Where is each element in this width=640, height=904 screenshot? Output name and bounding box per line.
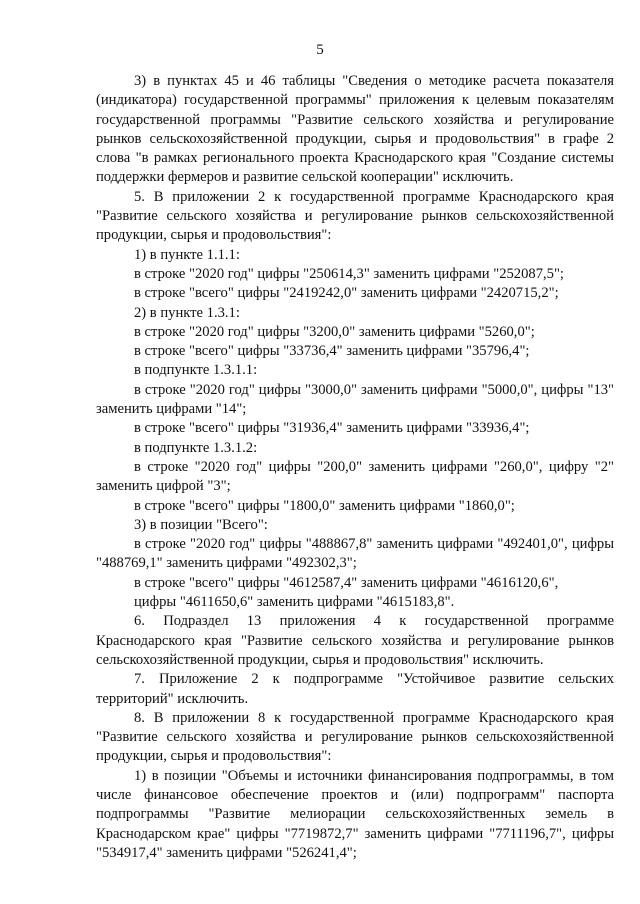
page-number: 5 [316,42,324,58]
paragraph: в строке "всего" цифры "31936,4" заменить цифрами "33936,4"; [134,420,530,437]
paragraph: в строке "2020 год" цифры "3200,0" заменить цифрами "5260,0"; [134,323,535,340]
paragraph: в строке "2020 год" цифры "3000,0" заменить цифрами "5000,0", цифры "13" заменить цифрами "14"; [96,381,614,418]
paragraph: цифры "4611650,6" заменить цифрами "4615183,8". [134,594,455,611]
paragraph: 8. В приложении 8 к государственной программе Краснодарского края "Развитие сельского хозяйства и регулирование рынков сельскохозяйственной продукции, сырья и продовольствия": [96,709,614,765]
document-body [96,72,614,863]
paragraph: в строке "2020 год" цифры "200,0" заменить цифрами "260,0", цифру "2" заменить цифрой "3"; [96,458,614,495]
paragraph: в строке "2020 год" цифры "250614,3" заменить цифрами "252087,5"; [134,265,564,282]
paragraph: 5. В приложении 2 к государственной программе Краснодарского края "Развитие сельского хозяйства и регулирование рынков сельскохозяйственной продукции, сырья и продовольствия": [96,188,614,244]
paragraph: в строке "всего" цифры "33736,4" заменить цифрами "35796,4"; [134,343,530,360]
paragraph: в строке "всего" цифры "2419242,0" заменить цифрами "2420715,2"; [134,285,559,302]
paragraph: 7. Приложение 2 к подпрограмме "Устойчивое развитие сельских территорий" исключить. [96,671,614,707]
paragraph: в подпункте 1.3.1.2: [134,439,258,456]
paragraph: в строке "всего" цифры "1800,0" заменить цифрами "1860,0"; [134,497,515,514]
paragraph: 1) в позиции "Объемы и источники финансирования подпрограммы, в том числе финансовое обеспечение проектов и (или) подпрограмм" паспорта подпрограммы "Развитие мелиорации сельскохозяйственных земель в Краснодарском крае" цифры "7719872,7" заменить цифрами "7711196,7", цифры "534917,4" заменить цифрами "526241,4"; [96,767,614,861]
paragraph: в подпункте 1.3.1.1: [134,362,258,379]
paragraph: в строке "2020 год" цифры "488867,8" заменить цифрами "492401,0", цифры "488769,1" заменить цифрами "492302,3"; [96,536,614,572]
paragraph: 1) в пункте 1.1.1: [134,246,240,263]
paragraph: 3) в пунктах 45 и 46 таблицы "Сведения о методике расчета показателя (индикатора) государственной программы" приложения к целевым показателям государственной программы "Развитие сельского хозяйства и регулирование рынков сельскохозяйственной продукции, сырья и продовольствия" в графе 2 слова "в рамках регионального проекта Краснодарского края "Создание системы поддержки фермеров и развитие сельской кооперации" исключить. [96,73,614,186]
paragraph: 2) в пункте 1.3.1: [134,304,240,321]
paragraph: 3) в позиции "Всего": [134,516,268,533]
paragraph: в строке "всего" цифры "4612587,4" заменить цифрами "4616120,6", [134,574,559,591]
paragraph: 6. Подраздел 13 приложения 4 к государственной программе Краснодарского края "Развитие сельского хозяйства и регулирование рынков сельскохозяйственной продукции, сырья и продовольствия" исключить. [96,613,614,668]
